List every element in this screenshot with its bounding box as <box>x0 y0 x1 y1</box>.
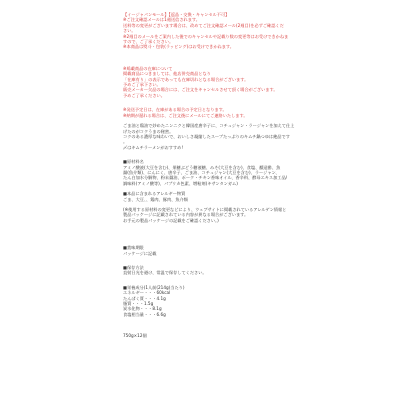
stock-notice-line: 予めご了承ください。 <box>123 92 165 98</box>
ingredients-line: 調味料(アミノ酸等)、パプリカ色素、増粘剤(キサンタンガム) <box>123 180 238 186</box>
shipping-notice-block <box>123 107 384 118</box>
nutrition-line: たんぱく質・・・4.1g <box>123 295 166 301</box>
ingredients-section <box>123 159 384 186</box>
storage-section <box>123 265 384 276</box>
allergen-note-line: お手元の製品パッケージの記載をご確認ください。) <box>123 217 219 223</box>
shipping-notice-line: ※納期が遅れる場合は、ご注文後にメールにてご連絡いたします。 <box>123 112 248 118</box>
nutrition-line: 脂質・・・1.5g <box>123 301 154 307</box>
shipping-notice-line: ※発送予定日は、在庫がある場合の予定日となります。 <box>123 107 227 113</box>
notice-line: ※本商品は熨斗・包装(ラッピング)はお受けできかねます。 <box>123 44 234 50</box>
stock-notice-line: 予めご了承下さい。 <box>123 82 161 88</box>
ingredients-line: たん白加水分解物、粉末醤油、ポーク・チキン香味オイル、香辛料、酵母エキス加工品/ <box>123 175 288 181</box>
ingredients-line: 醤(魚介類)、にんにく、唐辛子、ごま油、コチュジャン(大豆を含む)、ラージャン、 <box>123 169 280 175</box>
allergen-note-line: 製品パッケージに記載されている内容が異なる場合がございます。 <box>123 212 249 218</box>
notice-line: 【イージャパンモール】【返品・交換・キャンセル不可】 <box>123 12 230 17</box>
notice-line: すので、ご了承ください。 <box>123 39 174 45</box>
stock-notice-line: ※鳩載商品の在庫について <box>123 65 173 71</box>
description-line: げたのがコクうまの秘密。 <box>123 128 174 134</box>
nutrition-line: エネルギー・・・60kcal <box>123 290 171 296</box>
storage-heading: ■保存方法 <box>123 265 144 270</box>
ingredients-line: アミノ酸液(大豆を含む)、果糖ぶどう糖液糖、みそ(大豆を含む)、食塩、醸造酢、魚 <box>123 164 281 170</box>
notice-line: さい。 <box>123 28 136 34</box>
notice-line: 送料等の変更がございます場合は、改めてご注文確認メール(2週目)を必ずご確認くだ <box>123 22 284 28</box>
best-before-heading: ■賞味期限 <box>123 245 144 251</box>
nutrition-line: 炭水化物・・・8.1g <box>123 306 162 312</box>
notice-line: ※2週目のメールをご案内した後でのキャンセルや記載り数の変更等はお受けできかねま <box>123 33 289 39</box>
allergen-heading: ■本品に含まれるアレルギー物質 <box>123 191 186 197</box>
order-notice-block <box>123 12 384 50</box>
nutrition-line: 食塩相当量・・・6.6g <box>123 311 166 317</box>
spacer <box>123 150 384 159</box>
description-line: コクのある濃厚な味わいで、おいしさ凝縮したスープたっぷりのキムチ鍋つゆは絶品です <box>123 133 290 139</box>
spacer <box>123 276 384 285</box>
spacer <box>123 98 384 107</box>
spacer <box>123 256 384 265</box>
description-line: 〆はキムチラーメンがおすすめ! <box>123 144 184 150</box>
spacer <box>123 50 384 66</box>
size-section <box>123 333 384 338</box>
package-size: 750g×12個 <box>123 333 147 339</box>
stock-notice-line: 掲載商品につきましては、他店併売商品となり <box>123 71 211 77</box>
allergen-list: ごま、大豆、、鶏肉、豚肉、魚介類 <box>123 196 188 202</box>
description-line: 。 <box>123 139 128 145</box>
best-before-section <box>123 245 384 256</box>
allergen-section <box>123 191 384 223</box>
ingredients-heading: ■原材料名 <box>123 159 144 165</box>
spacer <box>123 317 384 333</box>
storage-value: 直射日光を避け、常温で保存してください。 <box>123 270 207 276</box>
stock-notice-line: 販売メーカー欠品の場合には、ご注文をキャンセルさせて頂く場合がございます。 <box>123 87 278 93</box>
allergen-note-line: (※使用する原材料の変更などにより、ウェブサイトに掲載されているアレルゲン情報と <box>123 206 287 212</box>
spacer <box>123 223 384 245</box>
nutrition-heading: ■栄養成分(1人前(214g)当たり) <box>123 284 185 290</box>
stock-notice-block <box>123 66 384 98</box>
product-description-block <box>123 123 384 150</box>
description-line: ごま油と鶏油で炒めたニンニクと韓国産唐辛子に、コチュジャン・ラージャンを加えて仕上 <box>123 123 295 129</box>
best-before-value: パッケージに記載 <box>123 250 157 256</box>
notice-line: ※ご注文確認メールは1週送信されます。 <box>123 17 200 23</box>
nutrition-section <box>123 285 384 317</box>
stock-notice-line: 「在庫有り」の表示であっても在庫切れとなる場合がございます。 <box>123 76 249 82</box>
